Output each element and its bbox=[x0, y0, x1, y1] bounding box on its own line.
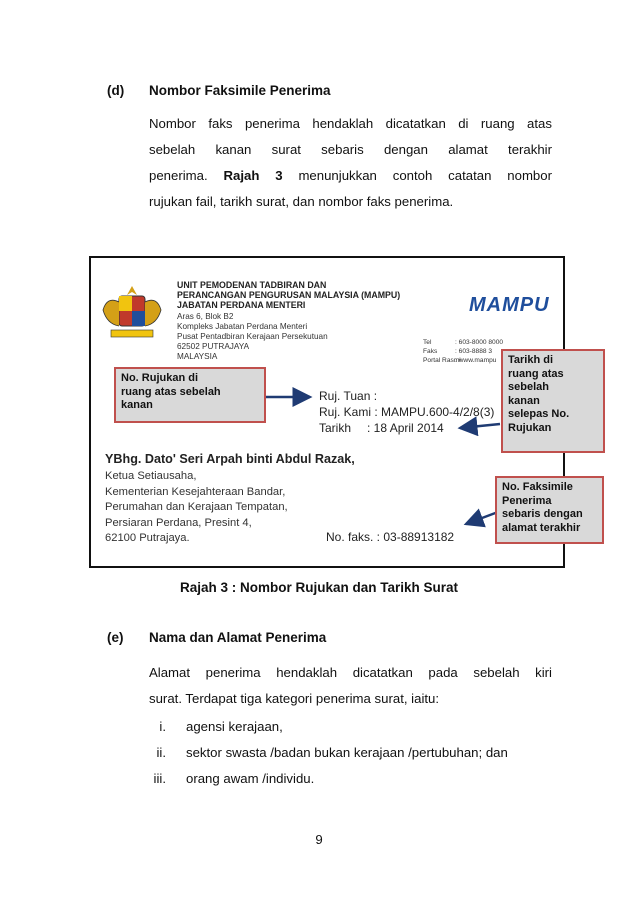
callout-tarikh bbox=[501, 349, 605, 453]
recipient-address-line: Perumahan dan Kerajaan Tempatan, bbox=[105, 501, 288, 513]
org-address-line: MALAYSIA bbox=[177, 352, 218, 361]
faks-label: Faks bbox=[423, 348, 438, 355]
callout-line: kanan bbox=[121, 399, 153, 411]
figure-caption: Rajah 3 : Nombor Rujukan dan Tarikh Surat bbox=[179, 580, 459, 595]
portal-value: : www.mampu bbox=[455, 357, 497, 364]
org-name-line: PERANCANGAN PENGURUSAN MALAYSIA (MAMPU) bbox=[177, 290, 401, 300]
org-address-line: Kompleks Jabatan Perdana Menteri bbox=[177, 322, 308, 331]
callout-line: Penerima bbox=[502, 494, 552, 507]
faks-value: : 603-8888 3 bbox=[455, 348, 493, 355]
section-e-title: Nama dan Alamat Penerima bbox=[149, 630, 327, 645]
mampu-logo: MAMPU bbox=[469, 294, 550, 316]
callout-line: alamat terakhir bbox=[502, 521, 581, 534]
org-address-line: 62502 PUTRAJAYA bbox=[177, 342, 250, 351]
tel-label: Tel bbox=[423, 339, 432, 346]
section-e-label: (e) bbox=[107, 630, 124, 645]
recipient-address-line: Kementerian Kesejahteraan Bandar, bbox=[105, 485, 286, 498]
list-item: orang awam /individu. bbox=[186, 771, 315, 786]
tel-value: : 603-8000 8000 bbox=[455, 339, 504, 346]
recipient-address-line: Ketua Setiausaha, bbox=[105, 470, 197, 482]
paragraph-line: sebelah kanan surat sebaris dengan alamat terakhir bbox=[149, 142, 552, 157]
list-item-number: iii. bbox=[153, 771, 166, 786]
portal-label: Portal Rasmi bbox=[423, 357, 461, 364]
callout-line: sebaris dengan bbox=[502, 508, 583, 520]
text-run: menunjukkan contoh catatan nombor bbox=[282, 168, 552, 183]
arrow-icon bbox=[466, 512, 498, 524]
callout-line: kanan bbox=[508, 394, 540, 407]
org-name-line: JABATAN PERDANA MENTERI bbox=[177, 300, 306, 310]
list-item-number: ii. bbox=[156, 745, 166, 760]
callout-line: No. Faksimile bbox=[502, 481, 573, 493]
section-d-title: Nombor Faksimile Penerima bbox=[149, 83, 331, 98]
ruj-kami: Ruj. Kami : MAMPU.600-4/2/8(3) bbox=[319, 405, 495, 419]
callout-line: selepas No. bbox=[508, 408, 570, 420]
org-address-line: Pusat Pentadbiran Kerajaan Persekutuan bbox=[177, 332, 328, 341]
callout-faksimile bbox=[495, 476, 604, 544]
text-run: penerima. bbox=[149, 168, 224, 183]
section-e-paragraph bbox=[149, 660, 552, 712]
org-name-line: UNIT PEMODENAN TADBIRAN DAN bbox=[177, 280, 327, 290]
figure-reference: Rajah 3 bbox=[223, 168, 283, 183]
page-number: 9 bbox=[315, 832, 323, 847]
list-item-number: i. bbox=[159, 719, 166, 734]
section-d-label: (d) bbox=[107, 83, 125, 98]
list-item: agensi kerajaan, bbox=[186, 719, 283, 734]
recipient-name: YBhg. Dato' Seri Arpah binti Abdul Razak, bbox=[105, 452, 355, 466]
arrow-icon bbox=[460, 424, 500, 428]
paragraph-line: rujukan fail, tarikh surat, dan nombor faks penerima. bbox=[149, 194, 454, 209]
recipient-address-line: 62100 Putrajaya. bbox=[105, 532, 190, 544]
callout-line: sebelah bbox=[508, 381, 549, 393]
callout-rujukan bbox=[114, 367, 266, 423]
callout-line: No. Rujukan di bbox=[121, 372, 198, 384]
tarikh-value: : 18 April 2014 bbox=[367, 421, 444, 435]
recipient-address-line: Persiaran Perdana, Presint 4, bbox=[105, 516, 252, 529]
tarikh-label: Tarikh bbox=[319, 421, 352, 435]
callout-line: Rujukan bbox=[508, 421, 552, 434]
callout-line: ruang atas sebelah bbox=[121, 385, 221, 398]
paragraph-line: surat. Terdapat tiga kategori penerima surat, iaitu: bbox=[149, 691, 440, 706]
paragraph-line: Nombor faks penerima hendaklah dicatatkan di ruang atas bbox=[149, 116, 552, 131]
callout-line: Tarikh di bbox=[508, 354, 554, 366]
fax-number: No. faks. : 03-88913182 bbox=[326, 530, 455, 544]
callout-line: ruang atas bbox=[508, 367, 564, 380]
list-item: sektor swasta /badan bukan kerajaan /pertubuhan; dan bbox=[186, 745, 508, 760]
ruj-tuan: Ruj. Tuan : bbox=[319, 389, 378, 403]
paragraph-line: Alamat penerima hendaklah dicatatkan pada sebelah kiri bbox=[149, 665, 552, 680]
org-address-line: Aras 6, Blok B2 bbox=[177, 312, 234, 321]
